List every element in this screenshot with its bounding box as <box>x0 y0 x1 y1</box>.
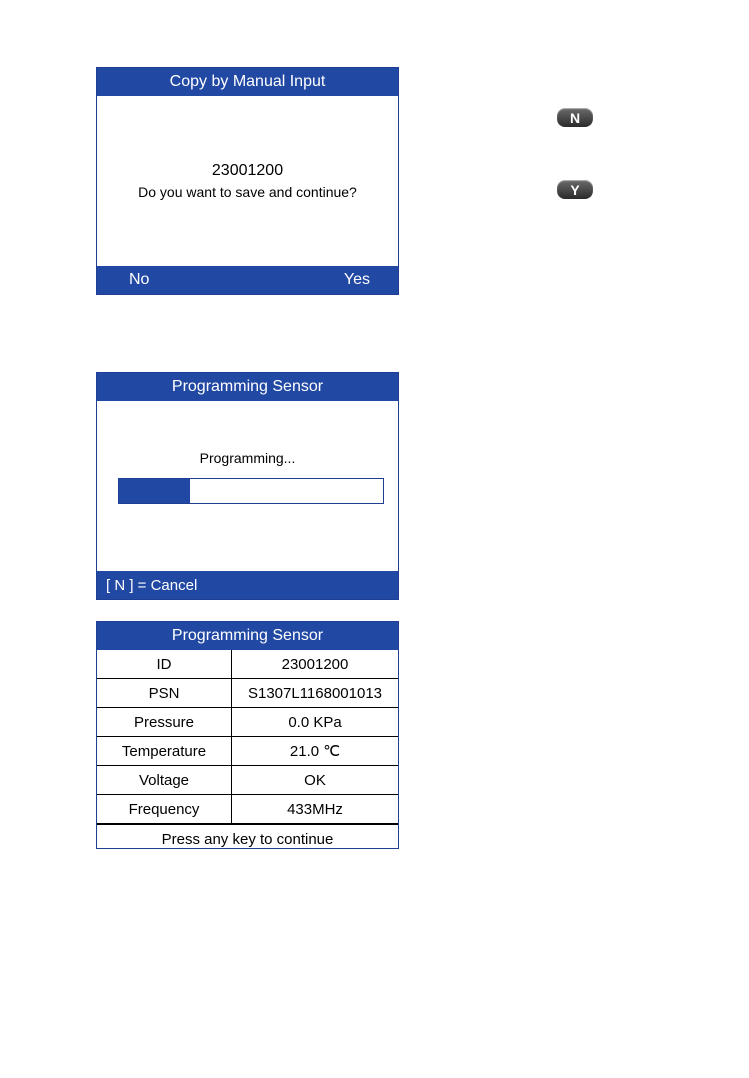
row-label-temperature: Temperature <box>97 737 232 766</box>
dialog-title: Copy by Manual Input <box>97 68 398 96</box>
row-value-id: 23001200 <box>232 650 399 679</box>
table-row <box>97 795 398 824</box>
row-label-pressure: Pressure <box>97 708 232 737</box>
y-key-icon[interactable]: Y <box>557 180 593 199</box>
table-row <box>97 650 398 679</box>
progress-bar <box>118 478 384 504</box>
table-row <box>97 679 398 708</box>
n-key-icon[interactable]: N <box>557 108 593 127</box>
dialog-title: Programming Sensor <box>97 622 398 650</box>
no-button[interactable]: No <box>129 271 150 288</box>
programming-result-dialog <box>96 621 399 849</box>
row-value-pressure: 0.0 KPa <box>232 708 399 737</box>
row-label-psn: PSN <box>97 679 232 708</box>
row-value-temperature: 21.0 ℃ <box>232 737 399 766</box>
programming-progress-dialog <box>96 372 399 600</box>
row-label-frequency: Frequency <box>97 795 232 824</box>
row-label-voltage: Voltage <box>97 766 232 795</box>
table-row <box>97 737 398 766</box>
row-value-psn: S1307L1168001013 <box>232 679 399 708</box>
dialog-title: Programming Sensor <box>97 373 398 401</box>
dialog-body <box>97 96 398 266</box>
dialog-footer <box>97 266 398 294</box>
copy-manual-input-dialog <box>96 67 399 295</box>
row-value-voltage: OK <box>232 766 399 795</box>
sensor-info-table <box>97 650 398 824</box>
row-value-frequency: 433MHz <box>232 795 399 824</box>
row-label-id: ID <box>97 650 232 679</box>
programming-message: Programming... <box>199 450 296 466</box>
progress-bar-fill <box>119 479 190 503</box>
table-row <box>97 708 398 737</box>
cancel-hint[interactable]: [ N ] = Cancel <box>97 571 398 599</box>
save-question-text: Do you want to save and continue? <box>138 184 357 200</box>
sensor-id-text: 23001200 <box>211 162 284 179</box>
table-row <box>97 766 398 795</box>
yes-button[interactable]: Yes <box>343 271 370 288</box>
continue-prompt[interactable]: Press any key to continue <box>97 824 398 853</box>
